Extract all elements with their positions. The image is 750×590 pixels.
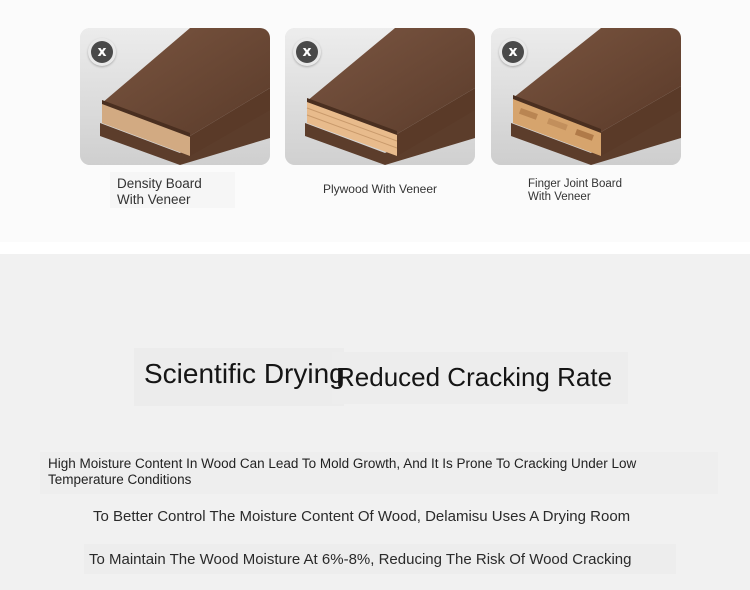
bottom-section-background — [0, 254, 750, 590]
close-badge — [499, 38, 527, 66]
close-badge — [88, 38, 116, 66]
caption-density-board — [110, 172, 235, 208]
product-card-finger-joint — [491, 28, 681, 165]
close-badge — [293, 38, 321, 66]
x-close-icon: x — [508, 44, 518, 60]
x-close-icon: x — [97, 44, 107, 60]
heading-scientific-drying: Scientific Drying — [144, 358, 345, 389]
paragraph-moisture: High Moisture Content In Wood Can Lead To Mold Growth, And It Is Prone To Cracking Under Low Temperature Conditions — [48, 456, 637, 487]
caption-line: Finger Joint Board — [528, 178, 622, 190]
caption-finger-joint — [522, 178, 647, 203]
caption-line: Plywood With Veneer — [322, 182, 438, 196]
product-card-plywood — [285, 28, 475, 165]
section-divider — [0, 242, 750, 254]
heading-reduced-cracking: Reduced Cracking Rate — [336, 362, 613, 392]
caption-line: With Veneer — [528, 190, 591, 203]
caption-line: With Veneer — [117, 191, 191, 207]
caption-plywood — [285, 183, 475, 197]
caption-line: Density Board — [117, 176, 202, 191]
paragraph-moisture-range: To Maintain The Wood Moisture At 6%-8%, Reducing The Risk Of Wood Cracking — [89, 551, 632, 568]
x-close-icon: x — [302, 44, 312, 60]
product-card-density-board — [80, 28, 270, 165]
paragraph-drying-room: To Better Control The Moisture Content Of Wood, Delamisu Uses A Drying Room — [93, 508, 631, 525]
